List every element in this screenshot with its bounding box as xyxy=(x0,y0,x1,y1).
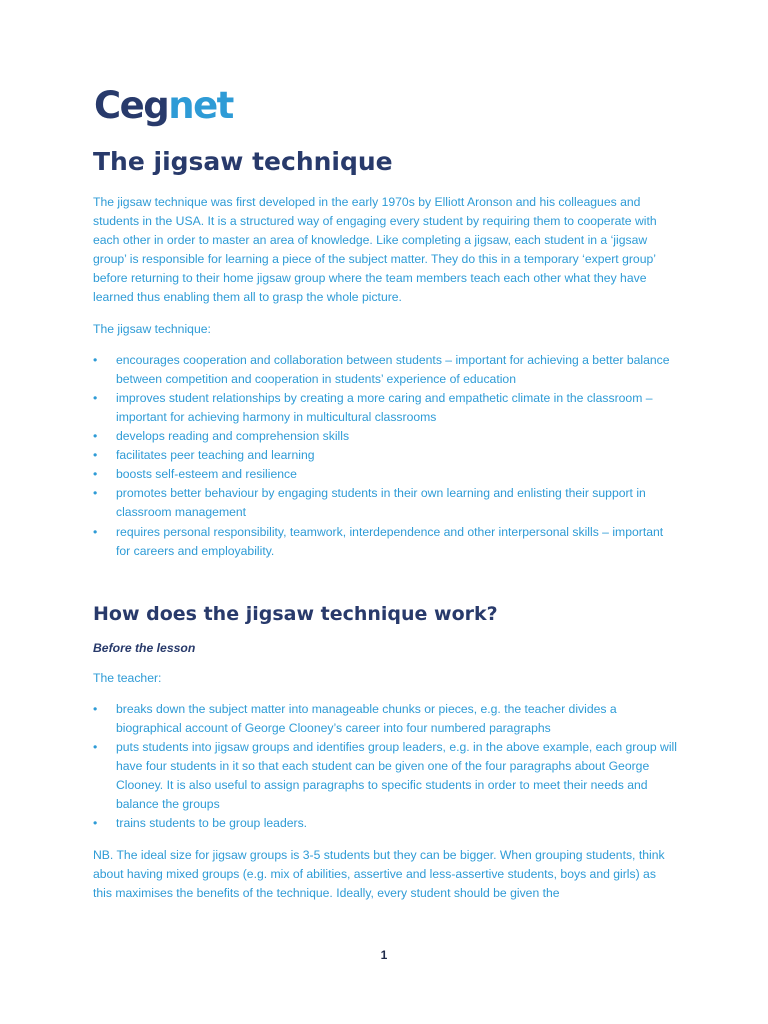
page-title: The jigsaw technique xyxy=(93,147,393,176)
list-item: • develops reading and comprehension skills xyxy=(93,427,677,446)
cegnet-logo xyxy=(94,84,234,130)
list-item: • puts students into jigsaw groups and identifies group leaders, e.g. in the above example, each group will have four students in it so that each student can be given one of the four paragraphs about George Clooney. It is also useful to assign paragraphs to specific students in order to meet their needs and balance the groups xyxy=(93,738,677,814)
document-page xyxy=(93,84,677,903)
page-number: 1 xyxy=(380,948,388,962)
section-subheading: Before the lesson xyxy=(93,640,196,655)
list-item: • breaks down the subject matter into manageable chunks or pieces, e.g. the teacher divides a biographical account of George Clooney’s career into four numbered paragraphs xyxy=(93,700,677,738)
technique-benefits-list xyxy=(93,351,677,561)
list-item: • boosts self-esteem and resilience xyxy=(93,465,677,484)
list-item: • requires personal responsibility, teamwork, interdependence and other interpersonal skills – important for careers and employability. xyxy=(93,523,677,561)
svg-text:Cegnet: Cegnet xyxy=(94,84,233,127)
teacher-label: The teacher: xyxy=(93,670,162,685)
intro-paragraph: The jigsaw technique was first developed in the early 1970s by Elliott Aronson and his colleagues and students in the USA. It is a structured way of engaging every student by requiring them to cooperate with each other in order to master an area of knowledge. Like completing a jigsaw, each student in a ‘jigsaw group’ is responsible for learning a piece of the subject matter. They do this in a temporary ‘expert group’ before returning to their home jigsaw group where the team members teach each other what they have learned thus enabling them all to grasp the whole picture. xyxy=(93,195,657,305)
section-heading: How does the jigsaw technique work? xyxy=(93,602,498,625)
list-item: • improves student relationships by creating a more caring and empathetic climate in the classroom – important for achieving harmony in multicultural classrooms xyxy=(93,389,677,427)
list-item: • trains students to be group leaders. xyxy=(93,814,677,833)
list-item: • encourages cooperation and collaboration between students – important for achieving a better balance between competition and cooperation in students’ experience of education xyxy=(93,351,677,389)
technique-label: The jigsaw technique: xyxy=(93,321,211,336)
teacher-steps-list xyxy=(93,700,677,834)
list-item: • promotes better behaviour by engaging students in their own learning and enlisting their support in classroom management xyxy=(93,484,677,522)
nb-paragraph: NB. The ideal size for jigsaw groups is 3-5 students but they can be bigger. When grouping students, think about having mixed groups (e.g. mix of abilities, assertive and less-assertive students, boys and girls) as this maximises the benefits of the technique. Ideally, every student should be given the xyxy=(93,847,665,900)
list-item: • facilitates peer teaching and learning xyxy=(93,446,677,465)
